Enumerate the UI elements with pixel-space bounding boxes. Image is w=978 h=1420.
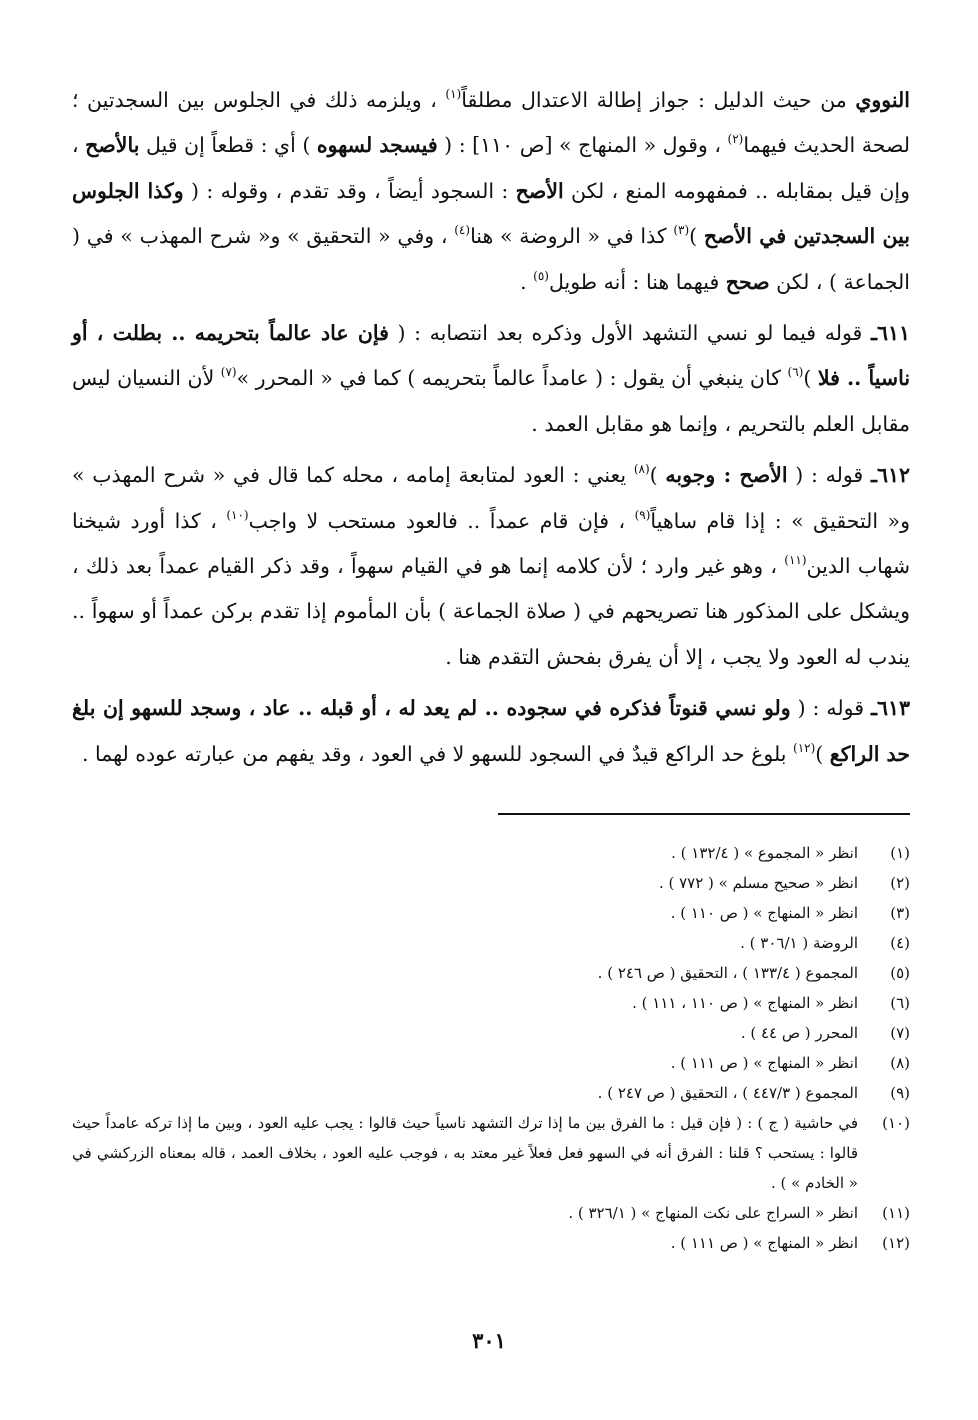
footnotes-list	[72, 838, 910, 1258]
text-run: يعني : العود لمتابعة إمامه ، محله كما قال في « شرح المهذب » و« التحقيق » : إذا قام ساهياً	[72, 463, 910, 533]
footnote-text: المجموع ( ١٣٣/٤ ) ، التحقيق ( ص ٢٤٦ ) .	[597, 964, 858, 982]
footnote	[72, 1198, 910, 1228]
footnote	[72, 838, 910, 868]
text-run: كان ينبغي أن يقول : ( عامداً عالماً بتحريمه ) كما في « المحرر »	[236, 366, 788, 391]
footnote-ref[interactable]: (٣)	[673, 223, 690, 238]
footnote-text: انظر « المنهاج » ( ص ١١١ ) .	[670, 1054, 858, 1072]
footnote-number: (٥)	[890, 964, 910, 982]
footnote-ref[interactable]: (١٠)	[226, 507, 249, 522]
footnote-ref[interactable]: (٦)	[787, 365, 804, 380]
footnote	[72, 898, 910, 928]
footnote-text: انظر « المنهاج » ( ص ١١١ ) .	[670, 1234, 858, 1252]
bold-text: النووي	[855, 88, 910, 112]
footnote-text: المجموع ( ٤٤٧/٣ ) ، التحقيق ( ص ٢٤٧ ) .	[597, 1084, 858, 1102]
text-run: )	[689, 224, 704, 249]
paragraph-612	[72, 453, 910, 680]
footnote	[72, 1078, 910, 1108]
footnote-number: (٤)	[890, 934, 910, 952]
text-run: قوله : (	[790, 696, 871, 721]
bold-text: الأصح : وجوبه	[665, 463, 788, 488]
paragraph-613	[72, 686, 910, 777]
text-run: ، ويلزمه ذلك في الجلوس بين السجدتين ؛ لصحة الحديث فيهما	[72, 88, 910, 158]
text-run: : السجود أيضاً ، وقد تقدم ، وقوله : (	[183, 178, 516, 203]
bold-text: بالأصح	[85, 133, 140, 158]
footnote-number: (٩)	[890, 1084, 910, 1102]
footnote-ref[interactable]: (٤)	[454, 223, 471, 238]
bold-text: وكذا الجلوس بين السجدتين في الأصح	[72, 178, 911, 249]
footnote-text: انظر « المنهاج » ( ص ١١٠ ، ١١١ ) .	[632, 994, 858, 1012]
text-run: )	[649, 463, 666, 488]
footnote	[72, 1048, 910, 1078]
bold-text: فإن عاد عالماً بتحريمه .. بطلت ، أو ناسياً .. فلا	[72, 321, 911, 391]
paragraph-number: ٦١١ـ	[870, 321, 910, 346]
footnote	[72, 928, 910, 958]
text-run: من حيث الدليل : جواز إطالة الاعتدال مطلقاً	[461, 88, 856, 112]
footnote-number: (١١)	[882, 1204, 910, 1222]
text-run: لأن النسيان ليس مقابل العلم بالتحريم ، وإنما هو مقابل العمد .	[72, 366, 910, 436]
footnote-text: انظر « صحيح مسلم » ( ٧٧٢ ) .	[658, 874, 858, 892]
text-run: ، وإن قيل بمقابله .. فمفهومه المنع ، لكن	[72, 133, 910, 203]
text-run: فيهما هنا : أنه طويل	[548, 269, 726, 294]
bold-text: صحح	[725, 269, 770, 294]
footnote-ref[interactable]: (٥)	[533, 268, 549, 283]
text-run: ، وهو غير وارد ؛ لأن كلامه إنما هو في القيام سهواً ، وقد ذكر القيام عمداً بعد ذلك ، ويشكل على المذكور هنا تصريحهم في ( صلاة الجماعة ) بأن المأموم إذا تقدم بركن عمداً أو سهواً .. يندب له العود ولا يجب ، إلا أن يفرق بفحش التقدم هنا .	[72, 554, 910, 669]
text-run: كذا في « الروضة » هنا	[470, 224, 674, 249]
footnote	[72, 988, 910, 1018]
footnote-text: انظر « المجموع » ( ١٣٢/٤ ) .	[671, 844, 858, 862]
paragraph-1	[72, 78, 910, 305]
footnote-number: (٣)	[890, 904, 910, 922]
page-number: ٣٠١	[472, 1328, 506, 1353]
paragraph-number: ٦١٢ـ	[870, 463, 910, 488]
main-text	[72, 78, 910, 777]
text-run: )	[803, 366, 818, 391]
footnote-ref[interactable]: (١)	[445, 87, 462, 101]
text-run: )	[815, 741, 830, 766]
text-run: .	[520, 269, 534, 294]
text-run: قوله : (	[787, 463, 871, 488]
footnote-separator	[498, 813, 910, 815]
text-run: بلوغ حد الراكع قيدٌ في السجود للسهو لا في العود ، وقد يفهم من عبارته عوده لهما .	[81, 741, 794, 766]
text-run: ) أي : قطعاً إن قيل	[139, 133, 317, 158]
footnote-number: (١)	[890, 844, 910, 862]
bold-text: الأصح	[515, 178, 564, 203]
footnote	[72, 958, 910, 988]
footnote	[72, 1228, 910, 1258]
text-run: ، وفي « التحقيق » و« شرح المهذب » في ( الجماعة ) ، لكن	[72, 224, 910, 294]
footnote-ref[interactable]: (٩)	[634, 507, 651, 522]
footnote-number: (٢)	[890, 874, 910, 892]
paragraph-number: ٦١٣ـ	[870, 696, 910, 721]
footnote-text: المحرر ( ص ٤٤ ) .	[740, 1024, 858, 1042]
footnote-text: في حاشية ( ج ) : ( فإن قيل : ما الفرق بين ما إذا ترك التشهد ناسياً حيث قالوا : يجب عليه العود ، وبين ما إذا تركه عامداً حيث قالوا : يستحب ؟ قلنا : الفرق أنه في السهو فعل فعلاً غير معتد به ، فوجب عليه العود ، بخلاف العمد ، قاله بمعناه الزركشي في « الخادم » ) .	[72, 1114, 858, 1192]
footnote-text: الروضة ( ٣٠٦/١ ) .	[740, 934, 858, 952]
footnote-number: (١٠)	[882, 1114, 910, 1132]
footnote	[72, 868, 910, 898]
footnote-ref[interactable]: (٨)	[633, 462, 650, 477]
bold-text: ولو نسي قنوتاً فذكره في سجوده .. لم يعد له ، أو قبله .. عاد ، وسجد للسهو إن بلغ حد الراكع	[72, 696, 910, 766]
paragraph-611	[72, 311, 910, 447]
footnote-text: انظر « المنهاج » ( ص ١١٠ ) .	[670, 904, 858, 922]
footnote-number: (٦)	[890, 994, 910, 1012]
text-run: ، فإن قام عمداً .. فالعود مستحب لا واجب	[248, 508, 635, 533]
footnote-ref[interactable]: (١٢)	[793, 740, 816, 755]
text-run: قوله فيما لو نسي التشهد الأول وذكره بعد انتصابه : (	[388, 321, 871, 346]
text-run: ، وقول « المنهاج » [ص ١١٠] : (	[437, 133, 728, 158]
footnote-ref[interactable]: (٢)	[727, 132, 744, 147]
footnote-ref[interactable]: (١١)	[784, 553, 807, 568]
footnote-ref[interactable]: (٧)	[220, 365, 237, 380]
footnote	[72, 1018, 910, 1048]
bold-text: فيسجد لسهوه	[316, 133, 438, 158]
footnote-number: (٧)	[890, 1024, 910, 1042]
footnote	[72, 1108, 910, 1198]
footnote-number: (٨)	[890, 1054, 910, 1072]
footnote-number: (١٢)	[882, 1234, 910, 1252]
text-run: ، كذا أورد شيخنا شهاب الدين	[72, 508, 910, 579]
footnote-text: انظر « السراج على نكت المنهاج » ( ٣٢٦/١ ) .	[568, 1204, 858, 1222]
